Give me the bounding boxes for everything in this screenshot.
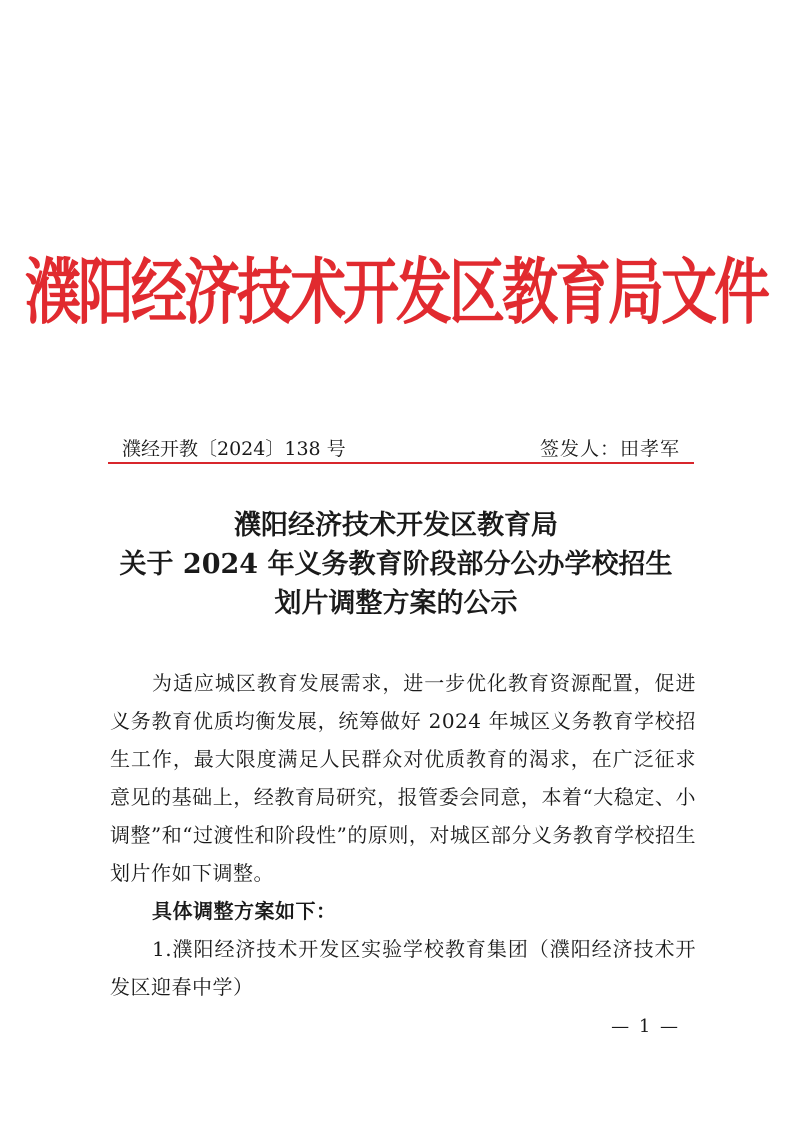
notice-title (0, 506, 792, 623)
signer: 签发人：田孝军 (539, 438, 680, 460)
red-divider-rule (108, 462, 694, 464)
document-body (110, 664, 696, 1006)
document-meta-line (112, 436, 692, 462)
notice-title-line-2: 关于 2024 年义务教育阶段部分公办学校招生 (119, 549, 673, 580)
notice-title-line-1: 濮阳经济技术开发区教育局 (234, 510, 558, 541)
body-item-1: 1.濮阳经济技术开发区实验学校教育集团（濮阳经济技术开发区迎春中学） (110, 937, 696, 999)
body-paragraph-intro: 为适应城区教育发展需求，进一步优化教育资源配置，促进义务教育优质均衡发展，统筹做好 2024 年城区义务教育学校招生工作，最大限度满足人民群众对优质教育的渴求，在广泛征求意见的基础上，经教育局研究，报管委会同意，本着“大稳定、小调整”和“过渡性和阶段性”的原则，对城区部分义务教育学校招生划片作如下调整。 (110, 671, 696, 885)
body-section-heading: 具体调整方案如下： (152, 899, 337, 923)
document-number: 濮经开教〔2024〕138 号 (122, 438, 346, 460)
document-header-title: 濮阳经济技术开发区教育局文件 (25, 251, 767, 335)
page-number: — 1 — (611, 1016, 680, 1037)
notice-title-line-3: 划片调整方案的公示 (274, 588, 518, 619)
